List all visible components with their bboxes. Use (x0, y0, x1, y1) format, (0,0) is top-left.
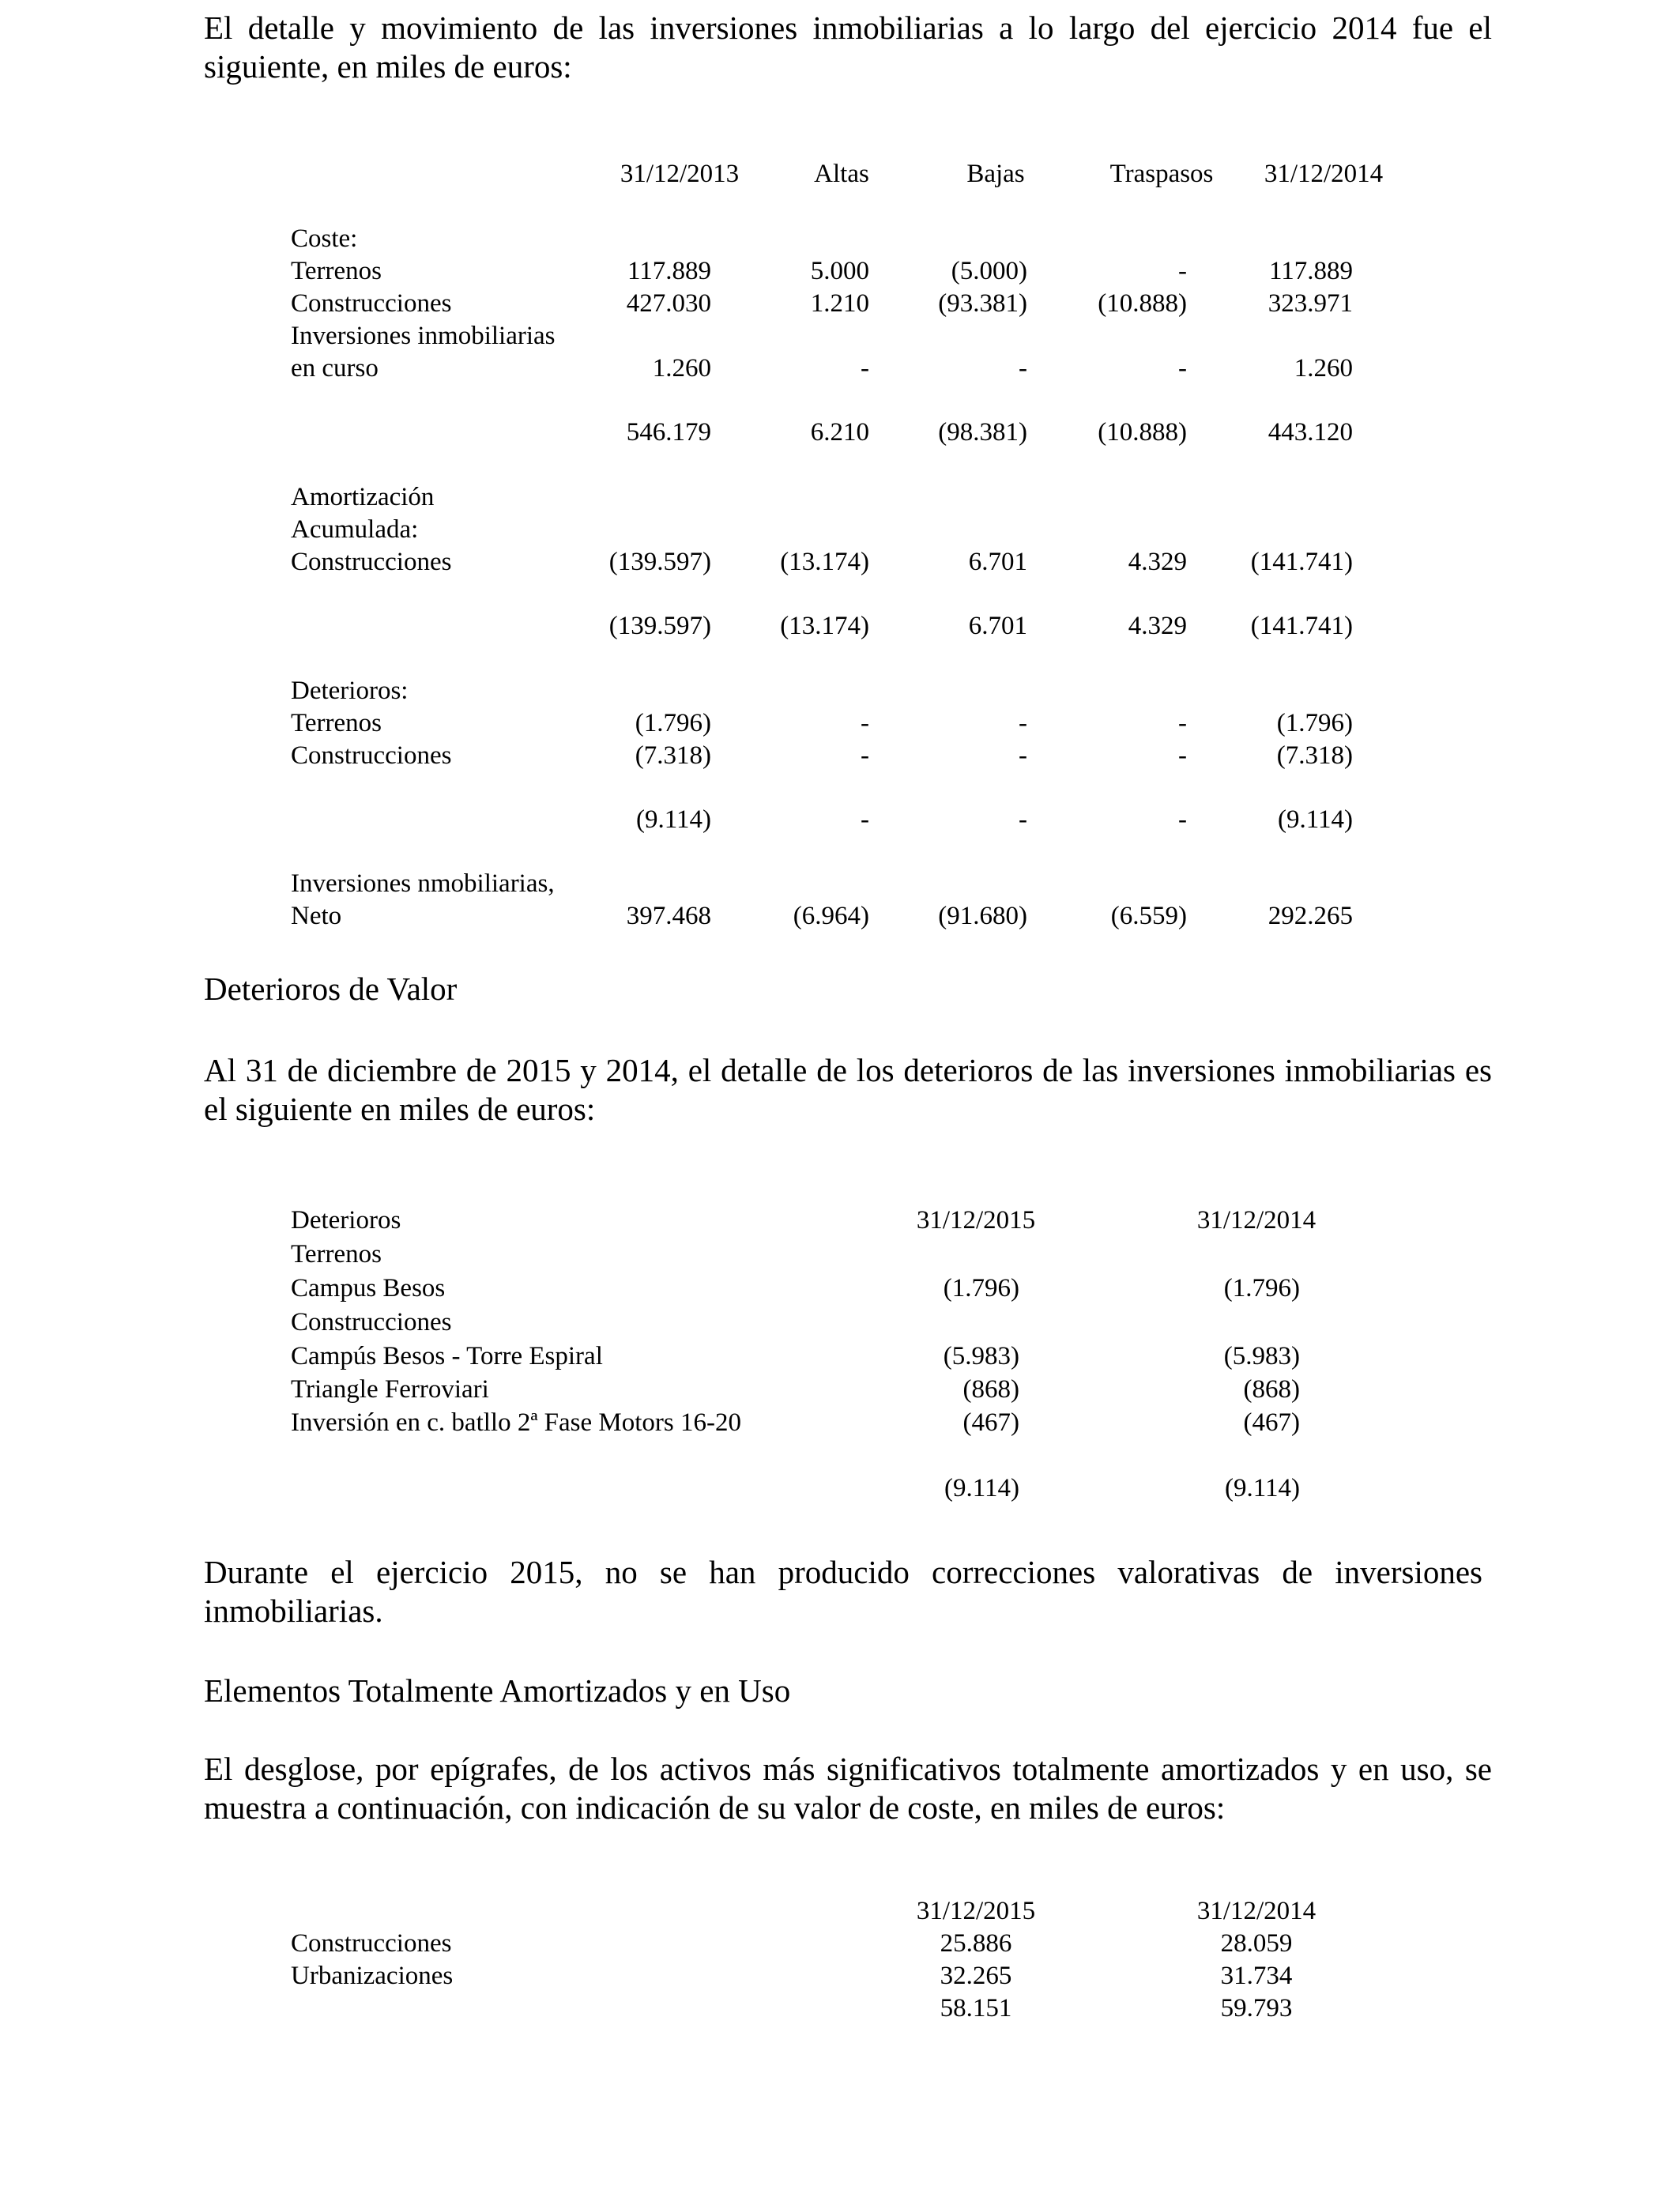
row-label: Terrenos (291, 709, 382, 737)
cell: - (1178, 257, 1187, 285)
total-cell: - (861, 805, 869, 834)
deterioros-paragraph: Al 31 de diciembre de 2015 y 2014, el detalle de los deterioros de las inversiones inmobiliarias es el siguiente en miles de euros: (204, 1052, 1492, 1127)
cell: (141.741) (1250, 548, 1353, 576)
column-header: 31/12/2013 (620, 160, 740, 188)
column-header: 31/12/2015 (916, 1206, 1036, 1235)
cell: (5.983) (943, 1342, 1019, 1370)
column-header: Altas (814, 160, 869, 188)
column-header: 31/12/2014 (1196, 1206, 1317, 1235)
cell: - (1178, 709, 1187, 737)
cell: (139.597) (608, 548, 711, 576)
row-label: Triangle Ferroviari (291, 1375, 489, 1404)
total-cell: (9.114) (635, 805, 711, 834)
total-cell: 58.151 (940, 1994, 1012, 2022)
amortizados-paragraph: El desglose, por epígrafes, de los activos más significativos totalmente amortizados y en uso, se muestra a continuación, con indicación de su valor de coste, en miles de euros: (204, 1751, 1492, 1826)
total-cell: 4.329 (1128, 612, 1187, 640)
cell: (1.796) (943, 1274, 1019, 1302)
cell: - (1019, 354, 1027, 383)
cell: 323.971 (1268, 289, 1353, 318)
cell: (1.796) (635, 709, 711, 737)
cell: (1.796) (1276, 709, 1353, 737)
cell: 1.260 (652, 354, 711, 383)
row-label: Inversión en c. batllo 2ª Fase Motors 16-20 (291, 1408, 742, 1437)
row-label: en curso (291, 354, 379, 383)
total-cell: (6.964) (793, 902, 869, 930)
group-label: Terrenos (291, 1240, 382, 1269)
cell: (467) (1243, 1408, 1300, 1437)
cell: (5.000) (951, 257, 1027, 285)
cell: (467) (962, 1408, 1019, 1437)
total-cell: - (1019, 805, 1027, 834)
cell: (93.381) (938, 289, 1027, 318)
group-label: Construcciones (291, 1308, 452, 1336)
cell: (10.888) (1098, 289, 1187, 318)
total-cell: 59.793 (1220, 1994, 1293, 2022)
section-heading: Acumulada: (291, 515, 419, 544)
cell: - (1019, 741, 1027, 770)
section-title: Elementos Totalmente Amortizados y en Uso (204, 1672, 791, 1709)
section-heading: Coste: (291, 224, 358, 253)
cell: - (861, 709, 869, 737)
total-cell: 292.265 (1268, 902, 1353, 930)
cell: (13.174) (780, 548, 869, 576)
total-cell: (141.741) (1250, 612, 1353, 640)
cell: (7.318) (635, 741, 711, 770)
cell: - (1178, 741, 1187, 770)
total-cell: 546.179 (626, 418, 711, 447)
row-label: Inversiones inmobiliarias (291, 322, 556, 350)
cell: 1.260 (1294, 354, 1353, 383)
column-header: 31/12/2015 (916, 1897, 1036, 1925)
cell: 4.329 (1128, 548, 1187, 576)
row-label: Urbanizaciones (291, 1962, 454, 1990)
row-label: Construcciones (291, 548, 452, 576)
total-cell: (10.888) (1098, 418, 1187, 447)
row-label: Construcciones (291, 741, 452, 770)
total-cell: 6.210 (810, 418, 869, 447)
total-cell: 443.120 (1268, 418, 1353, 447)
total-cell: (91.680) (938, 902, 1027, 930)
row-label: Terrenos (291, 257, 382, 285)
cell: 117.889 (1268, 257, 1353, 285)
total-cell: 6.701 (968, 612, 1027, 640)
section-title: Deterioros de Valor (204, 971, 458, 1007)
total-cell: (6.559) (1110, 902, 1187, 930)
total-cell: (9.114) (1224, 1474, 1300, 1502)
correcciones-paragraph: Durante el ejercicio 2015, no se han producido correcciones valorativas de inversiones inmobiliarias. (204, 1554, 1482, 1629)
column-header: 31/12/2014 (1264, 160, 1384, 188)
column-header: Traspasos (1109, 160, 1214, 188)
cell: 25.886 (940, 1929, 1012, 1958)
cell: 117.889 (627, 257, 711, 285)
row-label: Neto (291, 902, 342, 930)
cell: 28.059 (1220, 1929, 1293, 1958)
section-heading: Amortización (291, 483, 435, 511)
cell: - (1019, 709, 1027, 737)
cell: - (861, 741, 869, 770)
total-cell: 397.468 (626, 902, 711, 930)
total-cell: (13.174) (780, 612, 869, 640)
intro-paragraph: El detalle y movimiento de las inversiones inmobiliarias a lo largo del ejercicio 2014 fue el siguiente, en miles de euros: (204, 9, 1492, 85)
cell: (5.983) (1223, 1342, 1300, 1370)
row-label: Construcciones (291, 1929, 452, 1958)
total-cell: (9.114) (944, 1474, 1019, 1502)
cell: - (1178, 354, 1187, 383)
total-cell: (139.597) (608, 612, 711, 640)
section-heading: Deterioros: (291, 677, 409, 705)
cell: (868) (1243, 1375, 1300, 1404)
cell: - (861, 354, 869, 383)
row-label: Campús Besos - Torre Espiral (291, 1342, 603, 1370)
row-label: Inversiones nmobiliarias, (291, 869, 555, 898)
cell: 1.210 (810, 289, 869, 318)
table-header-label: Deterioros (291, 1206, 401, 1235)
total-cell: (9.114) (1277, 805, 1353, 834)
row-label: Construcciones (291, 289, 452, 318)
cell: 5.000 (810, 257, 869, 285)
cell: 6.701 (968, 548, 1027, 576)
cell: 31.734 (1220, 1962, 1293, 1990)
cell: (7.318) (1276, 741, 1353, 770)
total-cell: - (1178, 805, 1187, 834)
cell: (1.796) (1223, 1274, 1300, 1302)
cell: 427.030 (626, 289, 711, 318)
cell: 32.265 (940, 1962, 1012, 1990)
row-label: Campus Besos (291, 1274, 446, 1302)
cell: (868) (962, 1375, 1019, 1404)
column-header: Bajas (966, 160, 1025, 188)
column-header: 31/12/2014 (1196, 1897, 1317, 1925)
total-cell: (98.381) (938, 418, 1027, 447)
